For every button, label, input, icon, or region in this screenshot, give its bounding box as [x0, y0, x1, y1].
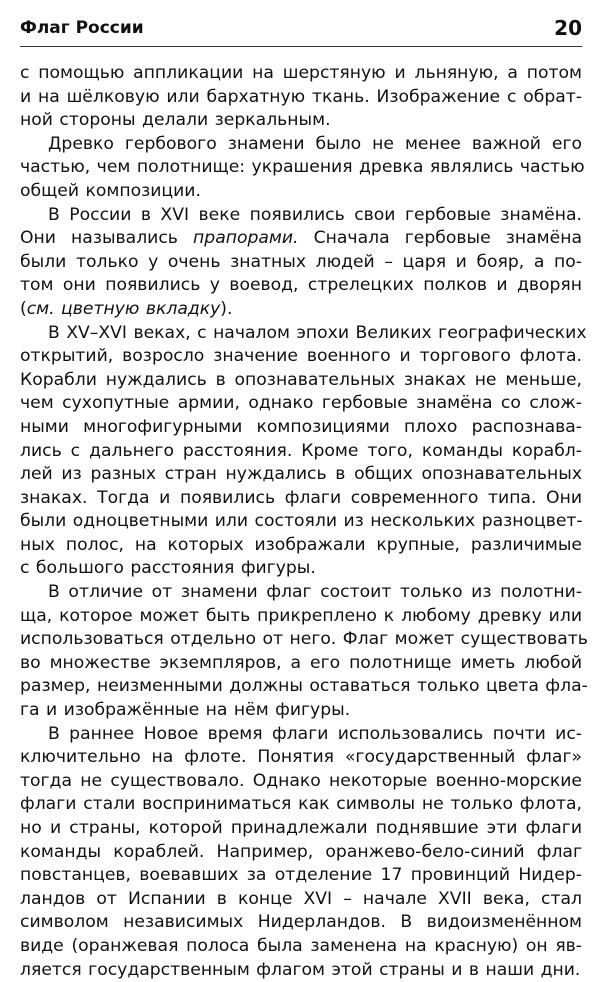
text-segment: В XV–XVI веках, с началом эпохи Великих географических — [48, 322, 587, 343]
text-line — [20, 534, 582, 558]
text-segment: во множестве экземпляров, а его полотнище иметь любой — [20, 652, 582, 673]
text-segment: виде (оранжевая полоса была заменена на красную) он яв- — [20, 935, 582, 956]
text-line — [20, 133, 582, 157]
text-line — [20, 864, 582, 888]
text-segment: использоваться отдельно от него. Флаг может существовать — [20, 629, 588, 650]
text-segment: команды кораблей. Например, оранжево-бело-синий флаг — [20, 841, 582, 862]
text-segment: ( — [20, 298, 27, 319]
text-line — [20, 605, 582, 629]
text-line — [20, 251, 582, 275]
text-segment: с помощью аппликации на шерстяную и льняную, а потом — [20, 63, 582, 83]
text-segment: ). — [220, 298, 233, 319]
text-segment: символом независимых Нидерландов. В видоизменённом — [20, 912, 582, 933]
text-segment: том они появились у воевод, стрелецких полков и дворян — [20, 275, 582, 296]
text-line — [20, 487, 582, 511]
paragraph — [20, 204, 582, 322]
text-line — [20, 322, 587, 346]
paragraph — [20, 62, 582, 133]
text-line — [20, 180, 582, 204]
italic-text: прапорами. — [193, 228, 299, 249]
text-segment: Они назывались — [20, 228, 194, 249]
text-segment: с большого расстояния фигуры. — [20, 558, 316, 579]
paragraph — [20, 581, 588, 723]
text-line — [20, 86, 582, 110]
text-segment: открытий, возросло значение военного и торгового флота. — [20, 346, 582, 367]
text-line — [20, 510, 582, 534]
text-line — [20, 62, 582, 86]
text-segment: были одноцветными или состояли из нескольких разноцвет- — [20, 511, 583, 532]
text-segment: флаги стали восприниматься как символы не только флота, — [20, 794, 582, 815]
text-line — [20, 298, 582, 322]
text-line — [20, 581, 582, 605]
text-segment: чем сухопутные армии, однако гербовые знамёна со слож- — [20, 393, 582, 414]
text-segment: Корабли нуждались в опознавательных знаках не меньше, — [20, 369, 582, 390]
text-line — [20, 841, 582, 865]
text-line — [20, 935, 582, 959]
paragraph — [20, 133, 585, 204]
page-body — [20, 62, 588, 982]
text-line — [20, 416, 582, 440]
text-segment: В России в XVI веке появились свои гербовые знамёна. — [48, 204, 582, 225]
text-line — [20, 109, 582, 133]
paragraph — [20, 322, 587, 582]
italic-text: см. цветную вкладку — [26, 298, 221, 319]
text-segment: ной стороны делали зеркальным. — [20, 110, 331, 131]
text-segment: повстанцев, воевавших за отделение 17 провинций Нидер- — [20, 865, 582, 886]
text-line — [20, 557, 582, 581]
text-line — [20, 345, 582, 369]
text-segment: тогда не существовало. Однако некоторые военно-морские — [20, 770, 582, 791]
text-segment: ща, которое может быть прикреплено к любому древку или — [20, 605, 582, 626]
text-segment: лись с дальнего расстояния. Кроме того, команды корабл- — [20, 440, 582, 461]
text-segment: ландов от Испании в конце XVI – начале XVII века, стал — [20, 888, 582, 909]
text-segment: были только у очень знатных людей – царя и бояр, а по- — [20, 251, 582, 272]
text-segment: В отличие от знамени флаг состоит только из полотни- — [48, 582, 582, 603]
text-line — [20, 628, 588, 652]
text-segment: га и изображённые на нём фигуры. — [20, 700, 351, 721]
text-line — [20, 440, 582, 464]
text-segment: ных полос, на которых изображали крупные, различимые — [20, 534, 582, 555]
text-segment: ляется государственным флагом этой страны и в наши дни. — [20, 959, 581, 980]
page-number: 20 — [554, 16, 582, 40]
text-line — [20, 156, 585, 180]
text-line — [20, 274, 582, 298]
text-segment: частью, чем полотнище: украшения древка являлись частью — [20, 157, 585, 178]
text-segment: Древко гербового знамени было не менее важной его — [48, 133, 582, 154]
text-line — [20, 911, 582, 935]
text-segment: ными многофигурными композициями плохо распознава- — [20, 416, 582, 437]
text-line — [20, 652, 582, 676]
text-line — [20, 675, 588, 699]
paragraph — [20, 723, 582, 982]
text-segment: общей композиции. — [20, 180, 201, 201]
text-line — [20, 770, 582, 794]
text-line — [20, 888, 582, 912]
text-line — [20, 699, 582, 723]
text-segment: но и страны, которой принадлежали поднявшие эти флаги — [20, 818, 582, 838]
text-line — [20, 204, 582, 228]
text-segment: знаках. Тогда и появились флаги современного типа. Они — [20, 487, 582, 508]
text-segment: Сначала гербовые знамёна — [298, 228, 582, 249]
text-line — [20, 746, 582, 770]
header-title: Флаг России — [20, 18, 144, 38]
text-segment: и на шёлковую или бархатную ткань. Изображение с обрат- — [20, 86, 582, 107]
text-line — [20, 463, 582, 487]
text-segment: размер, неизменными должны оставаться только цвета фла- — [20, 676, 588, 697]
running-header — [20, 14, 582, 47]
text-line — [20, 959, 582, 982]
text-line — [20, 227, 582, 251]
text-segment: ключительно на флоте. Понятия «государственный флаг» — [20, 747, 582, 768]
text-line — [20, 723, 582, 747]
text-line — [20, 392, 582, 416]
text-line — [20, 793, 582, 817]
text-segment: лей из разных стран нуждались в общих опознавательных — [20, 464, 582, 485]
text-line — [20, 369, 582, 393]
text-line — [20, 817, 582, 841]
text-segment: В раннее Новое время флаги использовались почти ис- — [48, 723, 582, 744]
